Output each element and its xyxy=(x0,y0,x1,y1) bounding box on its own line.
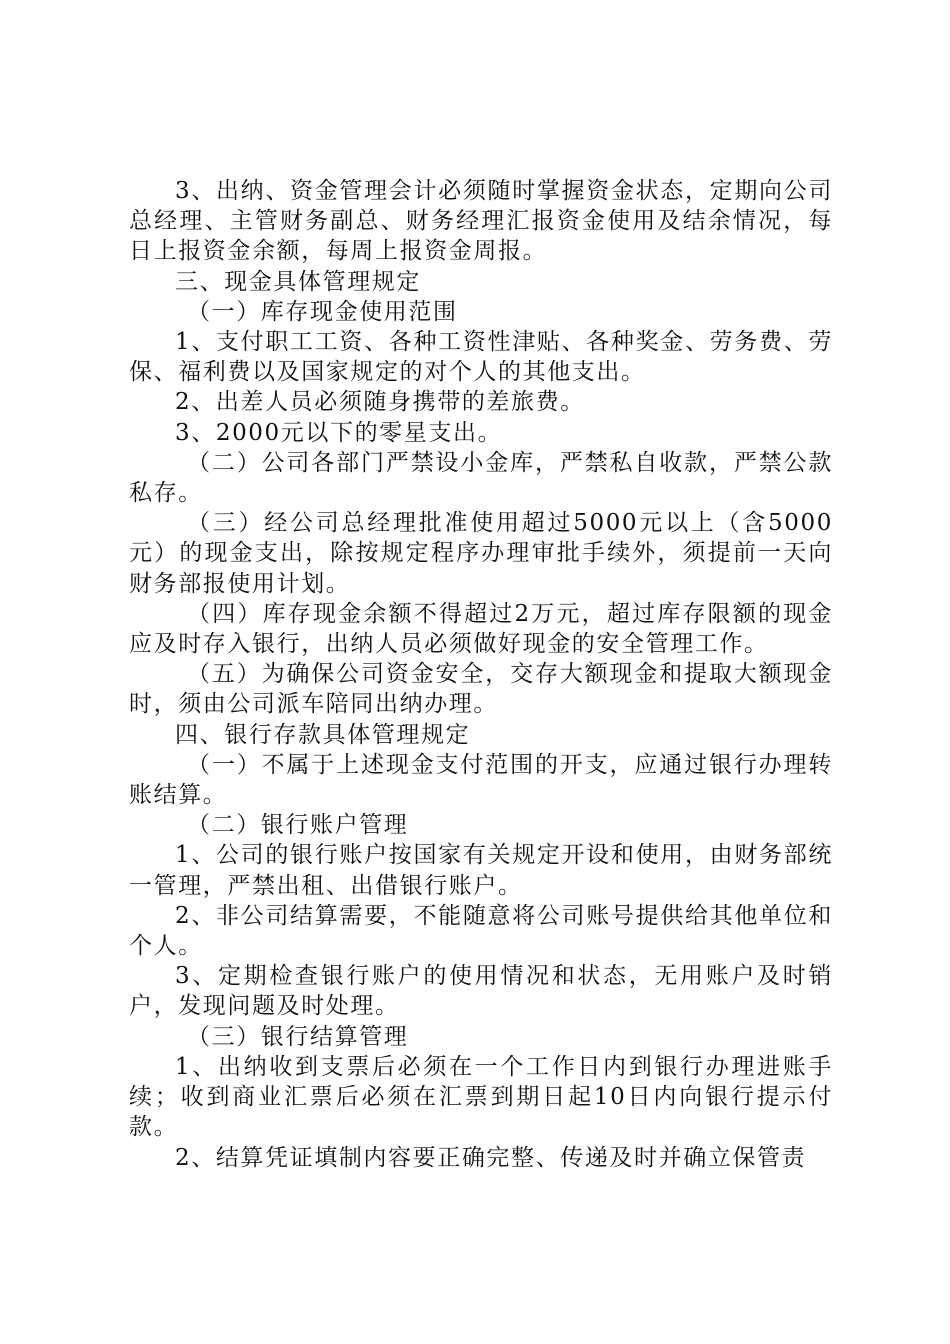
subsection-paragraph: （五）为确保公司资金安全，交存大额现金和提取大额现金时，须由公司派车陪同出纳办理。 xyxy=(129,661,833,718)
list-item: 2、非公司结算需要，不能随意将公司账号提供给其他单位和个人。 xyxy=(129,902,833,960)
section-heading-bank: 四、银行存款具体管理规定 xyxy=(175,721,471,748)
list-item: 3、2000元以下的零星支出。 xyxy=(175,419,503,446)
list-item: 1、支付职工工资、各种工资性津贴、各种奖金、劳务费、劳保、福利费以及国家规定的对个人的其他支出。 xyxy=(129,329,833,386)
list-item: 2、结算凭证填制内容要正确完整、传递及时并确立保管责 xyxy=(175,1144,807,1171)
list-item: 3、定期检查银行账户的使用情况和状态，无用账户及时销户，发现问题及时处理。 xyxy=(129,963,833,1020)
subsection-paragraph: （四）库存现金余额不得超过2万元，超过库存限额的现金应及时存入银行，出纳人员必须做好现金的安全管理工作。 xyxy=(129,600,833,658)
subsection-paragraph: （三）经公司总经理批准使用超过5000元以上（含5000元）的现金支出，除按规定程序办理审批手续外，须提前一天向财务部报使用计划。 xyxy=(129,510,833,597)
paragraph-1: 3、出纳、资金管理会计必须随时掌握资金状态，定期向公司总经理、主管财务副总、财务经理汇报资金使用及结余情况，每日上报资金余额，每周上报资金周报。 xyxy=(129,178,833,265)
list-item: 1、公司的银行账户按国家有关规定开设和使用，由财务部统一管理，严禁出租、出借银行账户。 xyxy=(129,842,833,899)
document-body xyxy=(129,176,833,1173)
subsection-paragraph: （二）公司各部门严禁设小金库，严禁私自收款，严禁公款私存。 xyxy=(129,449,833,507)
list-item: 1、出纳收到支票后必须在一个工作日内到银行办理进账手续；收到商业汇票后必须在汇票到期日起10日内向银行提示付款。 xyxy=(129,1053,833,1141)
subsection-heading: （二）银行账户管理 xyxy=(187,812,409,839)
section-heading-cash: 三、现金具体管理规定 xyxy=(175,268,421,295)
subsection-heading: （三）银行结算管理 xyxy=(187,1023,409,1050)
subsection-paragraph: （一）不属于上述现金支付范围的开支，应通过银行办理转账结算。 xyxy=(129,751,833,809)
subsection-heading: （一）库存现金使用范围 xyxy=(187,298,458,325)
list-item: 2、出差人员必须随身携带的差旅费。 xyxy=(175,389,585,416)
